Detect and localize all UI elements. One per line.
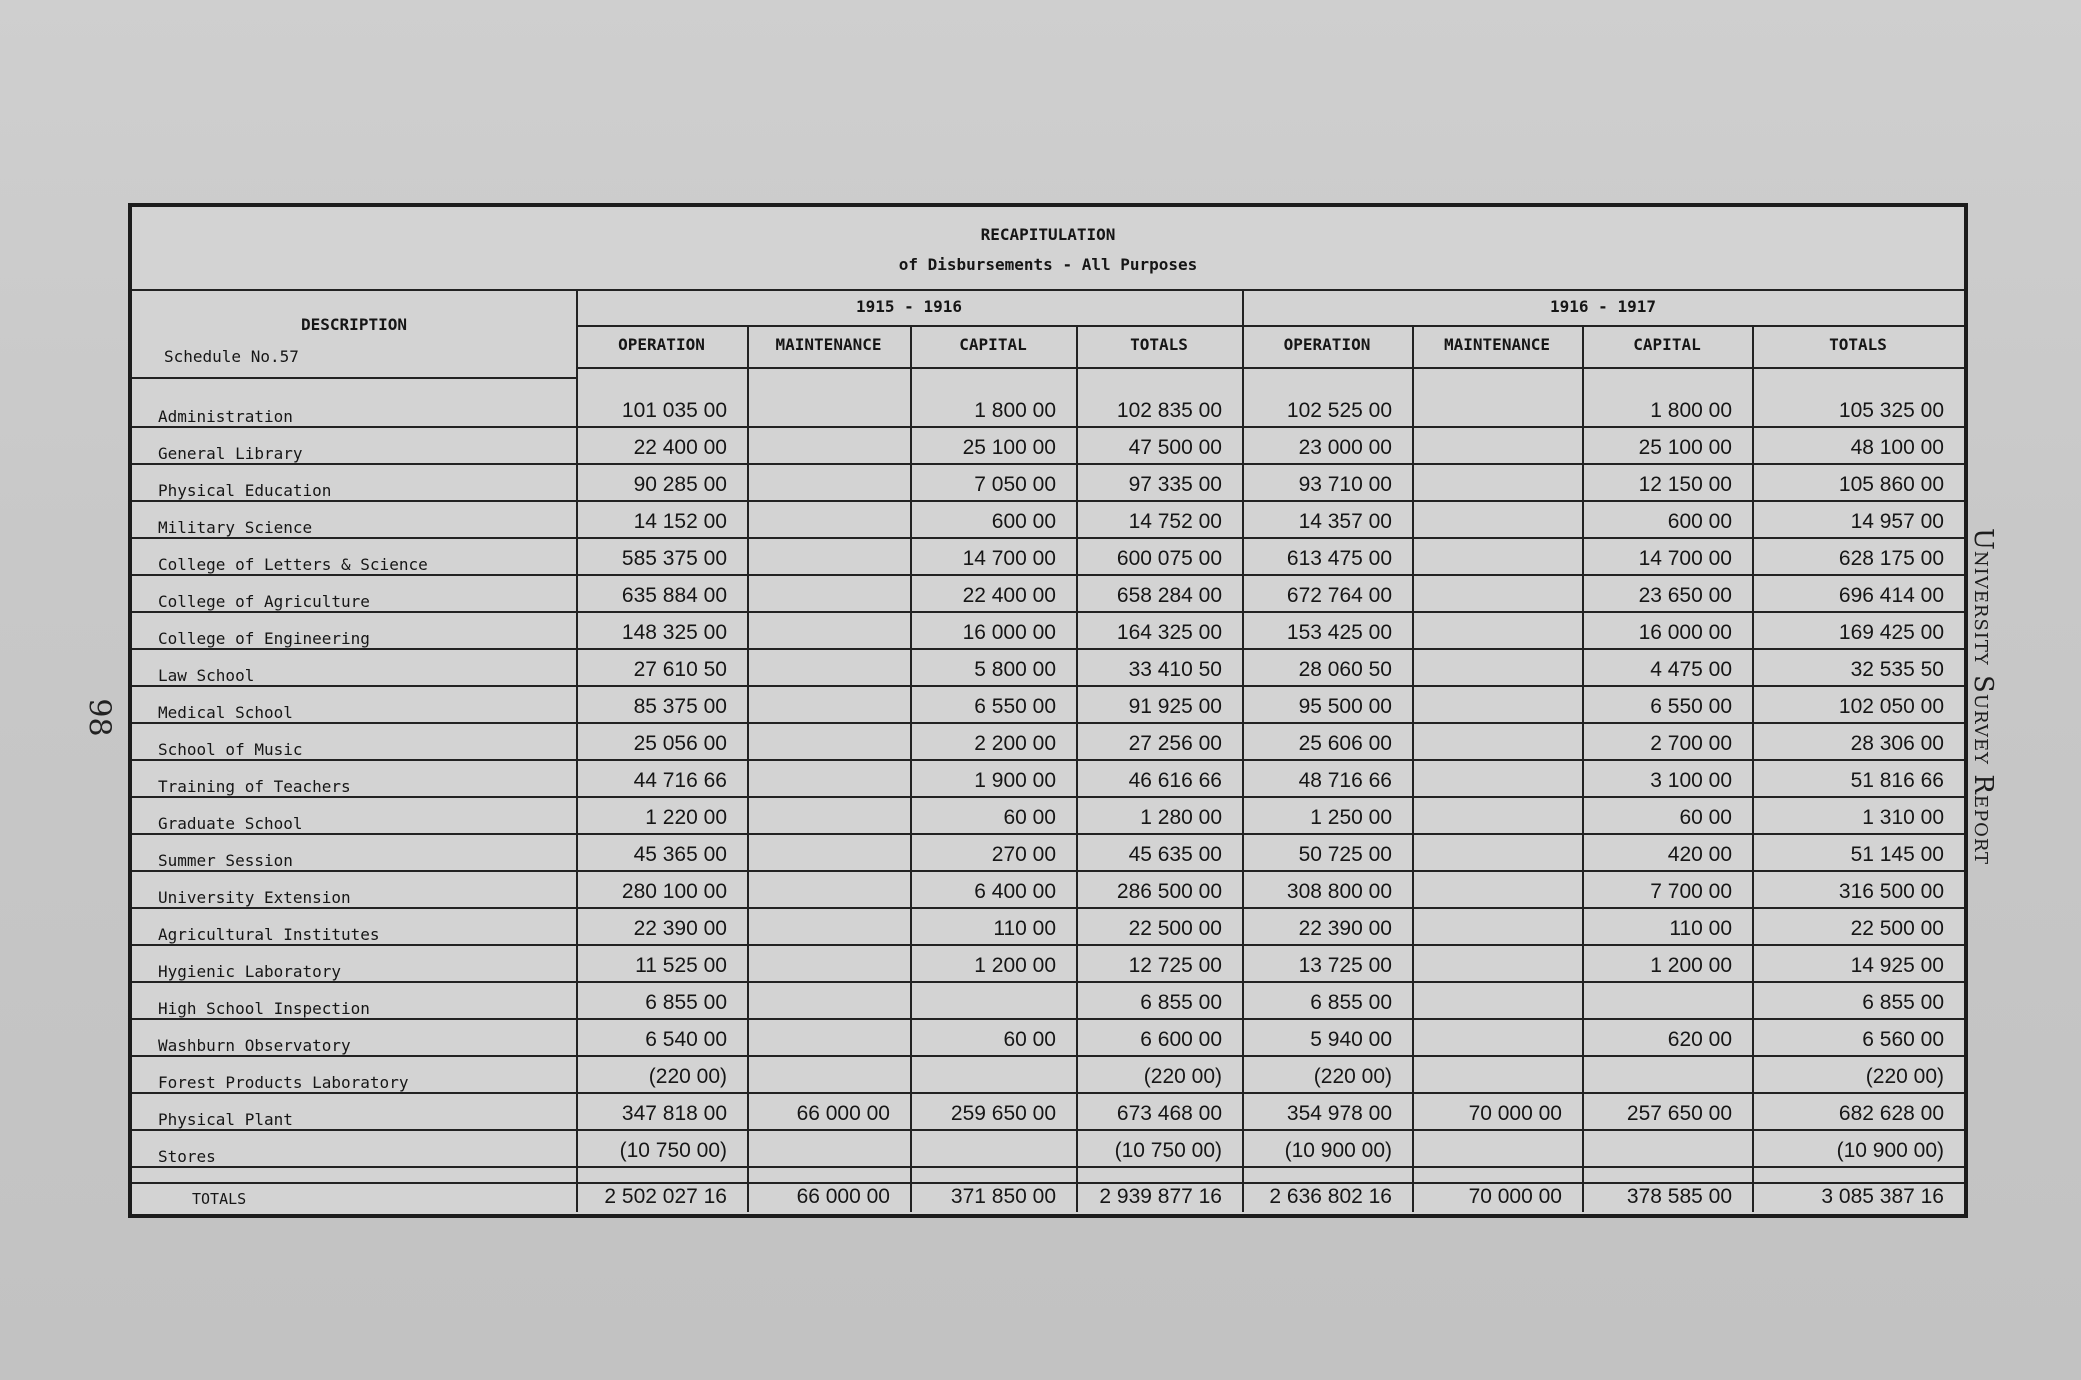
total-value: 2 502 027 16 xyxy=(604,1185,727,1208)
cell-value: 6 400 00 xyxy=(974,880,1056,903)
cell-value: 45 635 00 xyxy=(1128,843,1222,866)
cell-value: 22 500 00 xyxy=(1850,917,1944,940)
cell-value: 613 475 00 xyxy=(1286,547,1392,570)
cell-value: 148 325 00 xyxy=(621,621,727,644)
cell-value: 420 00 xyxy=(1667,843,1732,866)
row-divider xyxy=(132,463,576,465)
cell-value: 5 940 00 xyxy=(1310,1028,1392,1051)
cell-value: 102 050 00 xyxy=(1838,695,1944,718)
cell-value: 14 925 00 xyxy=(1850,954,1944,977)
cell-value: 97 335 00 xyxy=(1128,473,1222,496)
cell-value: 620 00 xyxy=(1667,1028,1732,1051)
cell-value: 85 375 00 xyxy=(633,695,727,718)
cell-value: 308 800 00 xyxy=(1286,880,1392,903)
cell-value: 33 410 50 xyxy=(1128,658,1222,681)
cell-value: 51 816 66 xyxy=(1850,769,1944,792)
cell-value: 286 500 00 xyxy=(1116,880,1222,903)
cell-value: 600 00 xyxy=(1667,510,1732,533)
cell-value: 13 725 00 xyxy=(1298,954,1392,977)
cell-value: 51 145 00 xyxy=(1850,843,1944,866)
description-header-divider xyxy=(132,377,576,379)
cell-value: 257 650 00 xyxy=(1626,1102,1732,1125)
cell-value: 28 060 50 xyxy=(1298,658,1392,681)
row-label: Physical Education xyxy=(158,481,332,500)
row-label: School of Music xyxy=(158,740,303,759)
cell-value: 14 957 00 xyxy=(1850,510,1944,533)
cell-value: 102 525 00 xyxy=(1286,399,1392,422)
row-divider xyxy=(132,907,576,909)
cell-value: 14 700 00 xyxy=(1638,547,1732,570)
row-label: College of Engineering xyxy=(158,629,370,648)
row-divider xyxy=(132,1055,576,1057)
row-label: Washburn Observatory xyxy=(158,1036,351,1055)
row-divider xyxy=(576,907,1964,909)
row-divider xyxy=(576,1055,1964,1057)
cell-value: 7 050 00 xyxy=(974,473,1056,496)
cell-value: (10 900 00) xyxy=(1836,1139,1944,1162)
row-divider xyxy=(132,1129,576,1131)
cell-value: 48 716 66 xyxy=(1298,769,1392,792)
total-value: 3 085 387 16 xyxy=(1821,1185,1944,1208)
page-number: 98 xyxy=(81,698,117,737)
column-divider xyxy=(1412,325,1414,1212)
row-label: Administration xyxy=(158,407,293,426)
cell-value: 5 800 00 xyxy=(974,658,1056,681)
cell-value: 1 280 00 xyxy=(1140,806,1222,829)
row-divider xyxy=(132,426,576,428)
row-label: General Library xyxy=(158,444,303,463)
cell-value: (10 750 00) xyxy=(619,1139,727,1162)
column-divider xyxy=(747,325,749,1212)
year-divider xyxy=(576,325,1964,327)
row-divider xyxy=(576,574,1964,576)
row-divider xyxy=(576,500,1964,502)
cell-value: 32 535 50 xyxy=(1850,658,1944,681)
row-divider xyxy=(132,1092,576,1094)
cell-value: 280 100 00 xyxy=(621,880,727,903)
row-divider xyxy=(132,537,576,539)
year-header-1: 1915 - 1916 xyxy=(856,297,962,316)
row-label: Hygienic Laboratory xyxy=(158,962,342,981)
cell-value: 347 818 00 xyxy=(621,1102,727,1125)
cell-value: 25 056 00 xyxy=(633,732,727,755)
row-label: High School Inspection xyxy=(158,999,370,1018)
totals-label: TOTALS xyxy=(192,1190,247,1208)
cell-value: 6 600 00 xyxy=(1140,1028,1222,1051)
cell-value: 44 716 66 xyxy=(633,769,727,792)
cell-value: 12 150 00 xyxy=(1638,473,1732,496)
cell-value: 6 560 00 xyxy=(1862,1028,1944,1051)
cell-value: 1 800 00 xyxy=(974,399,1056,422)
row-divider xyxy=(576,1018,1964,1020)
cell-value: 14 357 00 xyxy=(1298,510,1392,533)
row-label: Forest Products Laboratory xyxy=(158,1073,409,1092)
row-divider xyxy=(576,648,1964,650)
cell-value: 23 650 00 xyxy=(1638,584,1732,607)
cell-value: 48 100 00 xyxy=(1850,436,1944,459)
cell-value: 110 00 xyxy=(993,917,1056,940)
cell-value: 354 978 00 xyxy=(1286,1102,1392,1125)
cell-value: 22 500 00 xyxy=(1128,917,1222,940)
cell-value: 6 855 00 xyxy=(1310,991,1392,1014)
row-label: College of Letters & Science xyxy=(158,555,428,574)
row-divider xyxy=(576,1092,1964,1094)
column-header-divider xyxy=(576,367,1964,369)
cell-value: 60 00 xyxy=(1003,1028,1056,1051)
cell-value: 2 200 00 xyxy=(974,732,1056,755)
row-divider xyxy=(576,426,1964,428)
row-divider xyxy=(576,944,1964,946)
cell-value: 93 710 00 xyxy=(1298,473,1392,496)
cell-value: 60 00 xyxy=(1003,806,1056,829)
cell-value: 22 390 00 xyxy=(1298,917,1392,940)
cell-value: 672 764 00 xyxy=(1286,584,1392,607)
total-value: 2 636 802 16 xyxy=(1269,1185,1392,1208)
cell-value: 14 752 00 xyxy=(1128,510,1222,533)
total-value: 371 850 00 xyxy=(950,1185,1056,1208)
row-divider xyxy=(132,1166,576,1168)
row-divider xyxy=(132,722,576,724)
cell-value: 4 475 00 xyxy=(1650,658,1732,681)
row-divider xyxy=(132,611,576,613)
running-title: University Survey Report xyxy=(1968,528,1998,866)
disbursement-table xyxy=(128,203,1968,1218)
cell-value: 14 152 00 xyxy=(633,510,727,533)
cell-value: 635 884 00 xyxy=(621,584,727,607)
cell-value: 110 00 xyxy=(1669,917,1732,940)
cell-value: 16 000 00 xyxy=(962,621,1056,644)
cell-value: 1 900 00 xyxy=(974,769,1056,792)
description-header: DESCRIPTION xyxy=(301,315,407,334)
cell-value: 316 500 00 xyxy=(1838,880,1944,903)
cell-value: (10 750 00) xyxy=(1114,1139,1222,1162)
cell-value: 95 500 00 xyxy=(1298,695,1392,718)
total-value: 70 000 00 xyxy=(1468,1185,1562,1208)
row-divider xyxy=(576,833,1964,835)
row-label: Law School xyxy=(158,666,255,685)
table-title: RECAPITULATION xyxy=(980,225,1116,244)
column-header: OPERATION xyxy=(618,335,705,354)
row-divider xyxy=(132,870,576,872)
cell-value: 22 400 00 xyxy=(962,584,1056,607)
cell-value: (220 00) xyxy=(648,1065,727,1088)
row-divider xyxy=(576,759,1964,761)
row-divider xyxy=(132,796,576,798)
cell-value: 1 800 00 xyxy=(1650,399,1732,422)
cell-value: 153 425 00 xyxy=(1286,621,1392,644)
cell-value: 23 000 00 xyxy=(1298,436,1392,459)
cell-value: (220 00) xyxy=(1143,1065,1222,1088)
row-label: University Extension xyxy=(158,888,351,907)
totals-divider xyxy=(132,1182,1964,1184)
row-divider xyxy=(132,759,576,761)
row-divider xyxy=(132,1018,576,1020)
cell-value: 1 200 00 xyxy=(1650,954,1732,977)
cell-value: 25 100 00 xyxy=(1638,436,1732,459)
cell-value: 585 375 00 xyxy=(621,547,727,570)
cell-value: 11 525 00 xyxy=(635,954,727,977)
cell-value: 6 540 00 xyxy=(645,1028,727,1051)
row-divider xyxy=(576,537,1964,539)
cell-value: (220 00) xyxy=(1313,1065,1392,1088)
title-divider xyxy=(132,289,1964,291)
total-value: 2 939 877 16 xyxy=(1099,1185,1222,1208)
cell-value: 66 000 00 xyxy=(796,1102,890,1125)
row-divider xyxy=(576,981,1964,983)
cell-value: 25 100 00 xyxy=(962,436,1056,459)
row-divider xyxy=(576,1129,1964,1131)
row-label: Summer Session xyxy=(158,851,293,870)
cell-value: 27 256 00 xyxy=(1128,732,1222,755)
cell-value: 600 00 xyxy=(991,510,1056,533)
cell-value: 45 365 00 xyxy=(633,843,727,866)
cell-value: 6 855 00 xyxy=(1862,991,1944,1014)
cell-value: 60 00 xyxy=(1679,806,1732,829)
schedule-label: Schedule No.57 xyxy=(164,347,299,366)
row-divider xyxy=(576,796,1964,798)
cell-value: 50 725 00 xyxy=(1298,843,1392,866)
cell-value: 169 425 00 xyxy=(1838,621,1944,644)
row-label: Stores xyxy=(158,1147,216,1166)
cell-value: 16 000 00 xyxy=(1638,621,1732,644)
cell-value: 1 250 00 xyxy=(1310,806,1392,829)
row-label: Graduate School xyxy=(158,814,303,833)
cell-value: 673 468 00 xyxy=(1116,1102,1222,1125)
column-header: CAPITAL xyxy=(1633,335,1701,354)
cell-value: 101 035 00 xyxy=(621,399,727,422)
row-label: College of Agriculture xyxy=(158,592,370,611)
cell-value: (220 00) xyxy=(1865,1065,1944,1088)
cell-value: 90 285 00 xyxy=(633,473,727,496)
cell-value: 22 390 00 xyxy=(633,917,727,940)
cell-value: 270 00 xyxy=(991,843,1056,866)
cell-value: 1 220 00 xyxy=(645,806,727,829)
cell-value: 1 310 00 xyxy=(1862,806,1944,829)
row-divider xyxy=(132,833,576,835)
cell-value: 164 325 00 xyxy=(1116,621,1222,644)
column-header: MAINTENANCE xyxy=(1444,335,1550,354)
cell-value: 6 855 00 xyxy=(1140,991,1222,1014)
row-divider xyxy=(132,685,576,687)
cell-value: 25 606 00 xyxy=(1298,732,1392,755)
cell-value: 1 200 00 xyxy=(974,954,1056,977)
row-label: Agricultural Institutes xyxy=(158,925,380,944)
cell-value: 47 500 00 xyxy=(1128,436,1222,459)
row-label: Military Science xyxy=(158,518,313,537)
row-divider xyxy=(132,648,576,650)
cell-value: 6 855 00 xyxy=(645,991,727,1014)
row-divider xyxy=(132,981,576,983)
cell-value: 658 284 00 xyxy=(1116,584,1222,607)
row-divider xyxy=(132,944,576,946)
cell-value: 7 700 00 xyxy=(1650,880,1732,903)
row-label: Physical Plant xyxy=(158,1110,293,1129)
cell-value: 2 700 00 xyxy=(1650,732,1732,755)
row-label: Medical School xyxy=(158,703,293,722)
cell-value: 259 650 00 xyxy=(950,1102,1056,1125)
row-divider xyxy=(576,685,1964,687)
cell-value: 70 000 00 xyxy=(1468,1102,1562,1125)
row-divider xyxy=(576,611,1964,613)
cell-value: 14 700 00 xyxy=(962,547,1056,570)
cell-value: 105 860 00 xyxy=(1838,473,1944,496)
cell-value: (10 900 00) xyxy=(1284,1139,1392,1162)
cell-value: 600 075 00 xyxy=(1116,547,1222,570)
cell-value: 682 628 00 xyxy=(1838,1102,1944,1125)
cell-value: 22 400 00 xyxy=(633,436,727,459)
total-value: 378 585 00 xyxy=(1626,1185,1732,1208)
cell-value: 6 550 00 xyxy=(1650,695,1732,718)
row-divider xyxy=(576,870,1964,872)
cell-value: 46 616 66 xyxy=(1128,769,1222,792)
column-header: TOTALS xyxy=(1829,335,1887,354)
cell-value: 12 725 00 xyxy=(1128,954,1222,977)
column-header: CAPITAL xyxy=(959,335,1027,354)
column-header: OPERATION xyxy=(1283,335,1371,354)
row-divider xyxy=(576,1166,1964,1168)
cell-value: 27 610 50 xyxy=(633,658,727,681)
row-divider xyxy=(132,574,576,576)
year-header-2: 1916 - 1917 xyxy=(1550,297,1656,316)
cell-value: 696 414 00 xyxy=(1838,584,1944,607)
row-divider xyxy=(132,500,576,502)
row-label: Training of Teachers xyxy=(158,777,351,796)
total-value: 66 000 00 xyxy=(796,1185,890,1208)
row-divider xyxy=(576,463,1964,465)
column-header: MAINTENANCE xyxy=(775,335,882,354)
column-header: TOTALS xyxy=(1130,335,1188,354)
row-divider xyxy=(576,722,1964,724)
cell-value: 6 550 00 xyxy=(974,695,1056,718)
cell-value: 3 100 00 xyxy=(1650,769,1732,792)
cell-value: 628 175 00 xyxy=(1838,547,1944,570)
cell-value: 91 925 00 xyxy=(1128,695,1222,718)
table-subtitle: of Disbursements - All Purposes xyxy=(898,255,1198,274)
cell-value: 102 835 00 xyxy=(1116,399,1222,422)
cell-value: 28 306 00 xyxy=(1850,732,1944,755)
cell-value: 105 325 00 xyxy=(1838,399,1944,422)
